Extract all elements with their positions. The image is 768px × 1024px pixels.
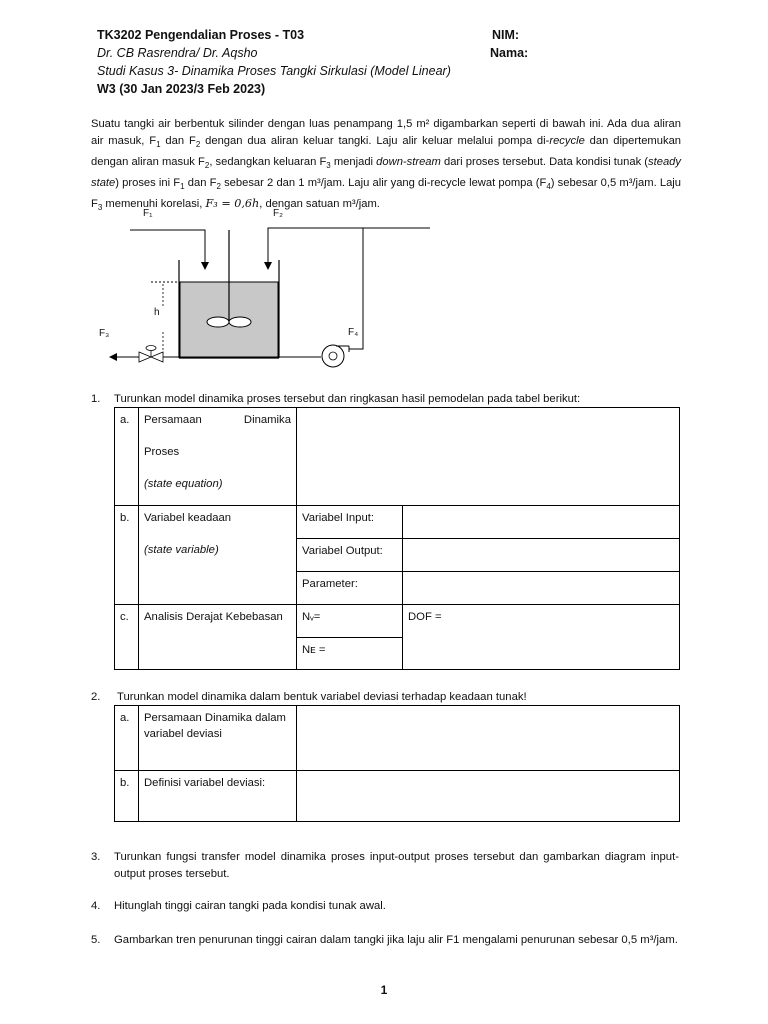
f3-label: F₃ <box>99 328 110 339</box>
course-title: TK3202 Pengendalian Proses - T03 <box>97 28 305 42</box>
stirrer-blade-left <box>207 317 229 327</box>
stirrer-blade-right <box>229 317 251 327</box>
answer-cell-input[interactable] <box>403 506 680 539</box>
week-label: W3 (30 Jan 2023/3 Feb 2023) <box>97 82 266 96</box>
f2-inlet-pipe <box>268 228 430 264</box>
table-row: c. Analisis Derajat Kebebasan Nᵥ= DOF = <box>115 605 680 638</box>
lecturers: Dr. CB Rasrendra/ Dr. Aqsho <box>97 46 258 60</box>
f1-label: F₁ <box>143 208 153 219</box>
nama-label: Nama: <box>490 46 529 60</box>
f4-label: F₄ <box>348 327 359 338</box>
answer-cell-parameter[interactable] <box>403 572 680 605</box>
q2-table <box>114 705 680 822</box>
table-row: b. Variabel keadaan (state variable) Variabel Input: <box>115 506 680 539</box>
intro-paragraph: Suatu tangki air berbentuk silinder dengan luas penampang 1,5 m² digambarkan seperti di bawah ini. Ada dua aliran air masuk, $F_1$ dan $F_2$ dengan dua aliran keluar tangki. Laju alir keluar melalui pompa di-recycle dan dipertemukan dengan aliran masuk $F_2$, sedangkan keluaran $F_3$ menjadi down-stream dari proses tersebut. Data kondisi tunak (steady state) proses ini $F_1$ dan $F_2$ sebesar 2 dan 1 m³/jam. Laju alir yang di-recycle lewat pompa $(F_4)$ sebesar 0,5 m³/jam. Laju $F_3$ memenuhi korelasi, F₃ = 0,6h, dengan satuan m³/jam. <box>91 118 682 213</box>
f2-arrow-icon <box>264 262 272 270</box>
q1-table <box>114 407 680 670</box>
page-number: 1 <box>380 983 388 997</box>
tank-process-diagram <box>95 200 440 370</box>
table-row: a. Persamaan Dinamika dalam variabel deviasi <box>115 706 680 771</box>
f3-arrow-icon <box>109 353 117 361</box>
f2-label: F₂ <box>273 208 283 219</box>
answer-cell-a[interactable] <box>297 408 680 506</box>
f1-inlet-pipe <box>130 230 205 264</box>
case-title: Studi Kasus 3- Dinamika Proses Tangki Sirkulasi (Model Linear) <box>97 64 451 78</box>
dof-cell[interactable]: DOF = <box>403 605 680 670</box>
table-row: b. Definisi variabel deviasi: <box>115 771 680 822</box>
table-row: a. Persamaan Dinamika Proses (state equation) <box>115 408 680 506</box>
table-row: Nᴇ = <box>115 638 680 670</box>
valve-icon <box>139 352 151 362</box>
table-row: Variabel Output: <box>115 539 680 572</box>
answer-cell-deviation-eq[interactable] <box>297 706 680 771</box>
nim-label: NIM: <box>492 28 520 42</box>
answer-cell-deviation-def[interactable] <box>297 771 680 822</box>
table-row: Parameter: <box>115 572 680 605</box>
h-label: h <box>154 307 160 318</box>
f1-arrow-icon <box>201 262 209 270</box>
answer-cell-output[interactable] <box>403 539 680 572</box>
